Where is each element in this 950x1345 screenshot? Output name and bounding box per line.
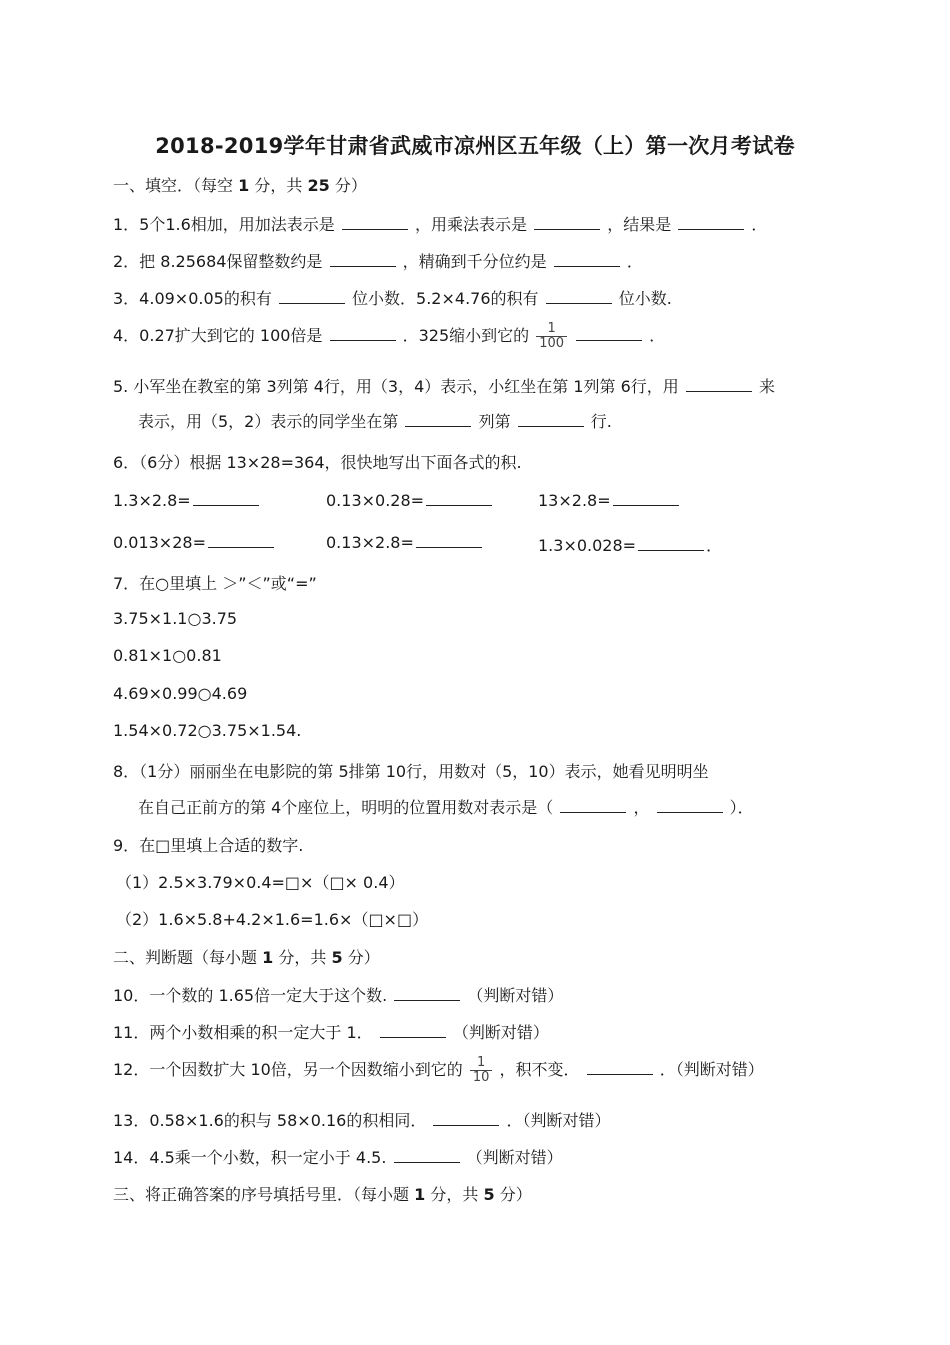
fraction-numerator: 1	[547, 321, 556, 336]
answer-blank[interactable]	[433, 1124, 499, 1126]
question-text: 11．两个小数相乘的积一定大于 1．	[113, 1023, 373, 1042]
fraction-one-hundredth	[536, 322, 567, 351]
section-text: 分，共	[430, 1185, 479, 1204]
q7-comparison[interactable]: 4.69×0.99○4.69	[113, 684, 248, 703]
question-text: 4．0.27扩大到它的 100倍是	[113, 326, 323, 345]
question-12	[113, 1056, 764, 1085]
answer-blank[interactable]	[405, 425, 471, 427]
section-text: 三、将正确答案的序号填括号里．（每小题	[113, 1185, 410, 1204]
question-text: ．（判断对错）	[659, 1060, 764, 1079]
q6-item	[326, 491, 494, 510]
section-text: 分）	[347, 948, 380, 967]
answer-blank[interactable]	[560, 811, 626, 813]
section-score-total: 25	[307, 176, 330, 195]
answer-blank[interactable]	[279, 302, 345, 304]
answer-blank[interactable]	[380, 1036, 446, 1038]
question-text: 5. 小军坐在教室的第 3列第 4行，用（3，4）表示，小红坐在第 1列第 6行，用	[113, 377, 679, 396]
answer-blank[interactable]	[534, 228, 600, 230]
answer-blank[interactable]	[678, 228, 744, 230]
question-text: 表示，用（5，2）表示的同学坐在第	[138, 412, 399, 431]
question-5-line-1	[113, 374, 775, 397]
section-text: 分，共	[254, 176, 303, 195]
question-8-line-1: 8．（1分）丽丽坐在电影院的第 5排第 10行，用数对（5，10）表示，她看见明明坐	[113, 762, 709, 781]
answer-blank[interactable]	[686, 390, 752, 392]
answer-blank[interactable]	[426, 504, 492, 506]
question-text: ．	[751, 215, 768, 234]
section-text: 分，共	[278, 948, 327, 967]
section-score-each: 1	[238, 176, 250, 195]
section-3-heading	[113, 1182, 532, 1205]
question-text: 10．一个数的 1.65倍一定大于这个数.	[113, 986, 388, 1005]
q6-item	[113, 491, 261, 510]
question-text: 1．5个1.6相加，用加法表示是	[113, 215, 335, 234]
q6-item	[538, 491, 681, 510]
question-text: （判断对错）	[467, 986, 564, 1005]
question-text: 位小数.	[618, 289, 672, 308]
answer-blank[interactable]	[576, 339, 642, 341]
section-text: 二、判断题（每小题	[113, 948, 258, 967]
question-10	[113, 983, 563, 1006]
answer-blank[interactable]	[657, 811, 723, 813]
answer-blank[interactable]	[208, 546, 274, 548]
fraction-numerator: 1	[477, 1055, 486, 1070]
fraction-denominator: 10	[470, 1070, 493, 1085]
question-text: （判断对错）	[466, 1148, 563, 1167]
q6-item	[538, 533, 722, 556]
answer-blank[interactable]	[613, 504, 679, 506]
question-text: 13．0.58×1.6的积与 58×0.16的积相同．	[113, 1111, 427, 1130]
question-text: （判断对错）	[452, 1023, 549, 1042]
question-text: ．	[706, 536, 723, 555]
question-text: ）．	[729, 798, 754, 817]
expression: 13×2.8=	[538, 491, 611, 510]
question-6-heading: 6．（6分）根据 13×28=364，很快地写出下面各式的积.	[113, 453, 522, 472]
question-text: 2．把 8.25684保留整数约是	[113, 252, 323, 271]
question-text: 3．4.09×0.05的积有	[113, 289, 272, 308]
question-text: ．325缩小到它的	[402, 326, 530, 345]
question-4	[113, 322, 665, 351]
q7-comparison[interactable]: 3.75×1.1○3.75	[113, 609, 238, 628]
section-score-each: 1	[262, 948, 274, 967]
answer-blank[interactable]	[394, 999, 460, 1001]
section-text: 分）	[499, 1185, 532, 1204]
expression: 0.013×28=	[113, 533, 206, 552]
expression: 1.3×2.8=	[113, 491, 191, 510]
answer-blank[interactable]	[546, 302, 612, 304]
answer-blank[interactable]	[416, 546, 482, 548]
question-13	[113, 1108, 611, 1131]
section-2-heading	[113, 945, 380, 968]
question-text: 在自己正前方的第 4个座位上，明明的位置用数对表示是（	[138, 798, 554, 817]
question-3	[113, 286, 672, 309]
fraction-one-tenth	[470, 1056, 493, 1085]
fraction-denominator: 100	[536, 336, 567, 351]
section-score-each: 1	[414, 1185, 426, 1204]
q7-comparison[interactable]: 0.81×1○0.81	[113, 646, 222, 665]
expression: 1.3×0.028=	[538, 536, 637, 555]
question-text: ，精确到千分位约是	[402, 252, 547, 271]
question-11	[113, 1020, 549, 1043]
question-1	[113, 212, 767, 235]
question-text: ，用乘法表示是	[415, 215, 528, 234]
expression: 0.13×2.8=	[326, 533, 414, 552]
question-text: 来	[758, 377, 775, 396]
expression: 0.13×0.28=	[326, 491, 425, 510]
question-text: 位小数．5.2×4.76的积有	[352, 289, 539, 308]
question-text: ．（判断对错）	[506, 1111, 611, 1130]
question-text: ．	[626, 252, 643, 271]
question-text: ，积不变．	[499, 1060, 580, 1079]
answer-blank[interactable]	[587, 1073, 653, 1075]
question-7-heading: 7．在○里填上 ＞”＜”或“=”	[113, 574, 317, 593]
question-text: 列第	[478, 412, 511, 431]
section-score-total: 5	[483, 1185, 495, 1204]
question-14	[113, 1145, 563, 1168]
q6-item	[113, 533, 276, 552]
section-text: 一、填空．（每空	[113, 176, 234, 195]
question-text: ，结果是	[607, 215, 672, 234]
answer-blank[interactable]	[394, 1161, 460, 1163]
q6-item	[326, 533, 484, 552]
q7-comparison[interactable]: 1.54×0.72○3.75×1.54.	[113, 721, 302, 740]
section-text: 分）	[334, 176, 367, 195]
question-text: 12．一个因数扩大 10倍，另一个因数缩小到它的	[113, 1060, 463, 1079]
answer-blank[interactable]	[638, 549, 704, 551]
question-2	[113, 249, 643, 272]
exam-title: 2018-2019学年甘肃省武威市凉州区五年级（上）第一次月考试卷	[155, 134, 795, 158]
q9-item-1[interactable]: （1）2.5×3.79×0.4=□×（□× 0.4）	[116, 873, 405, 892]
section-1-heading	[113, 173, 367, 196]
section-score-total: 5	[331, 948, 343, 967]
answer-blank[interactable]	[193, 504, 259, 506]
question-9-heading: 9．在□里填上合适的数字.	[113, 836, 304, 855]
answer-blank[interactable]	[330, 265, 396, 267]
question-5-line-2	[138, 409, 612, 432]
question-text: 行.	[590, 412, 612, 431]
question-8-line-2	[138, 795, 754, 818]
answer-blank[interactable]	[342, 228, 408, 230]
question-text: 14．4.5乘一个小数，积一定小于 4.5.	[113, 1148, 387, 1167]
answer-blank[interactable]	[518, 425, 584, 427]
question-text: ，	[633, 798, 650, 817]
q9-item-2[interactable]: （2）1.6×5.8+4.2×1.6=1.6×（□×□）	[116, 910, 429, 929]
answer-blank[interactable]	[330, 339, 396, 341]
answer-blank[interactable]	[554, 265, 620, 267]
question-text: ．	[649, 326, 666, 345]
